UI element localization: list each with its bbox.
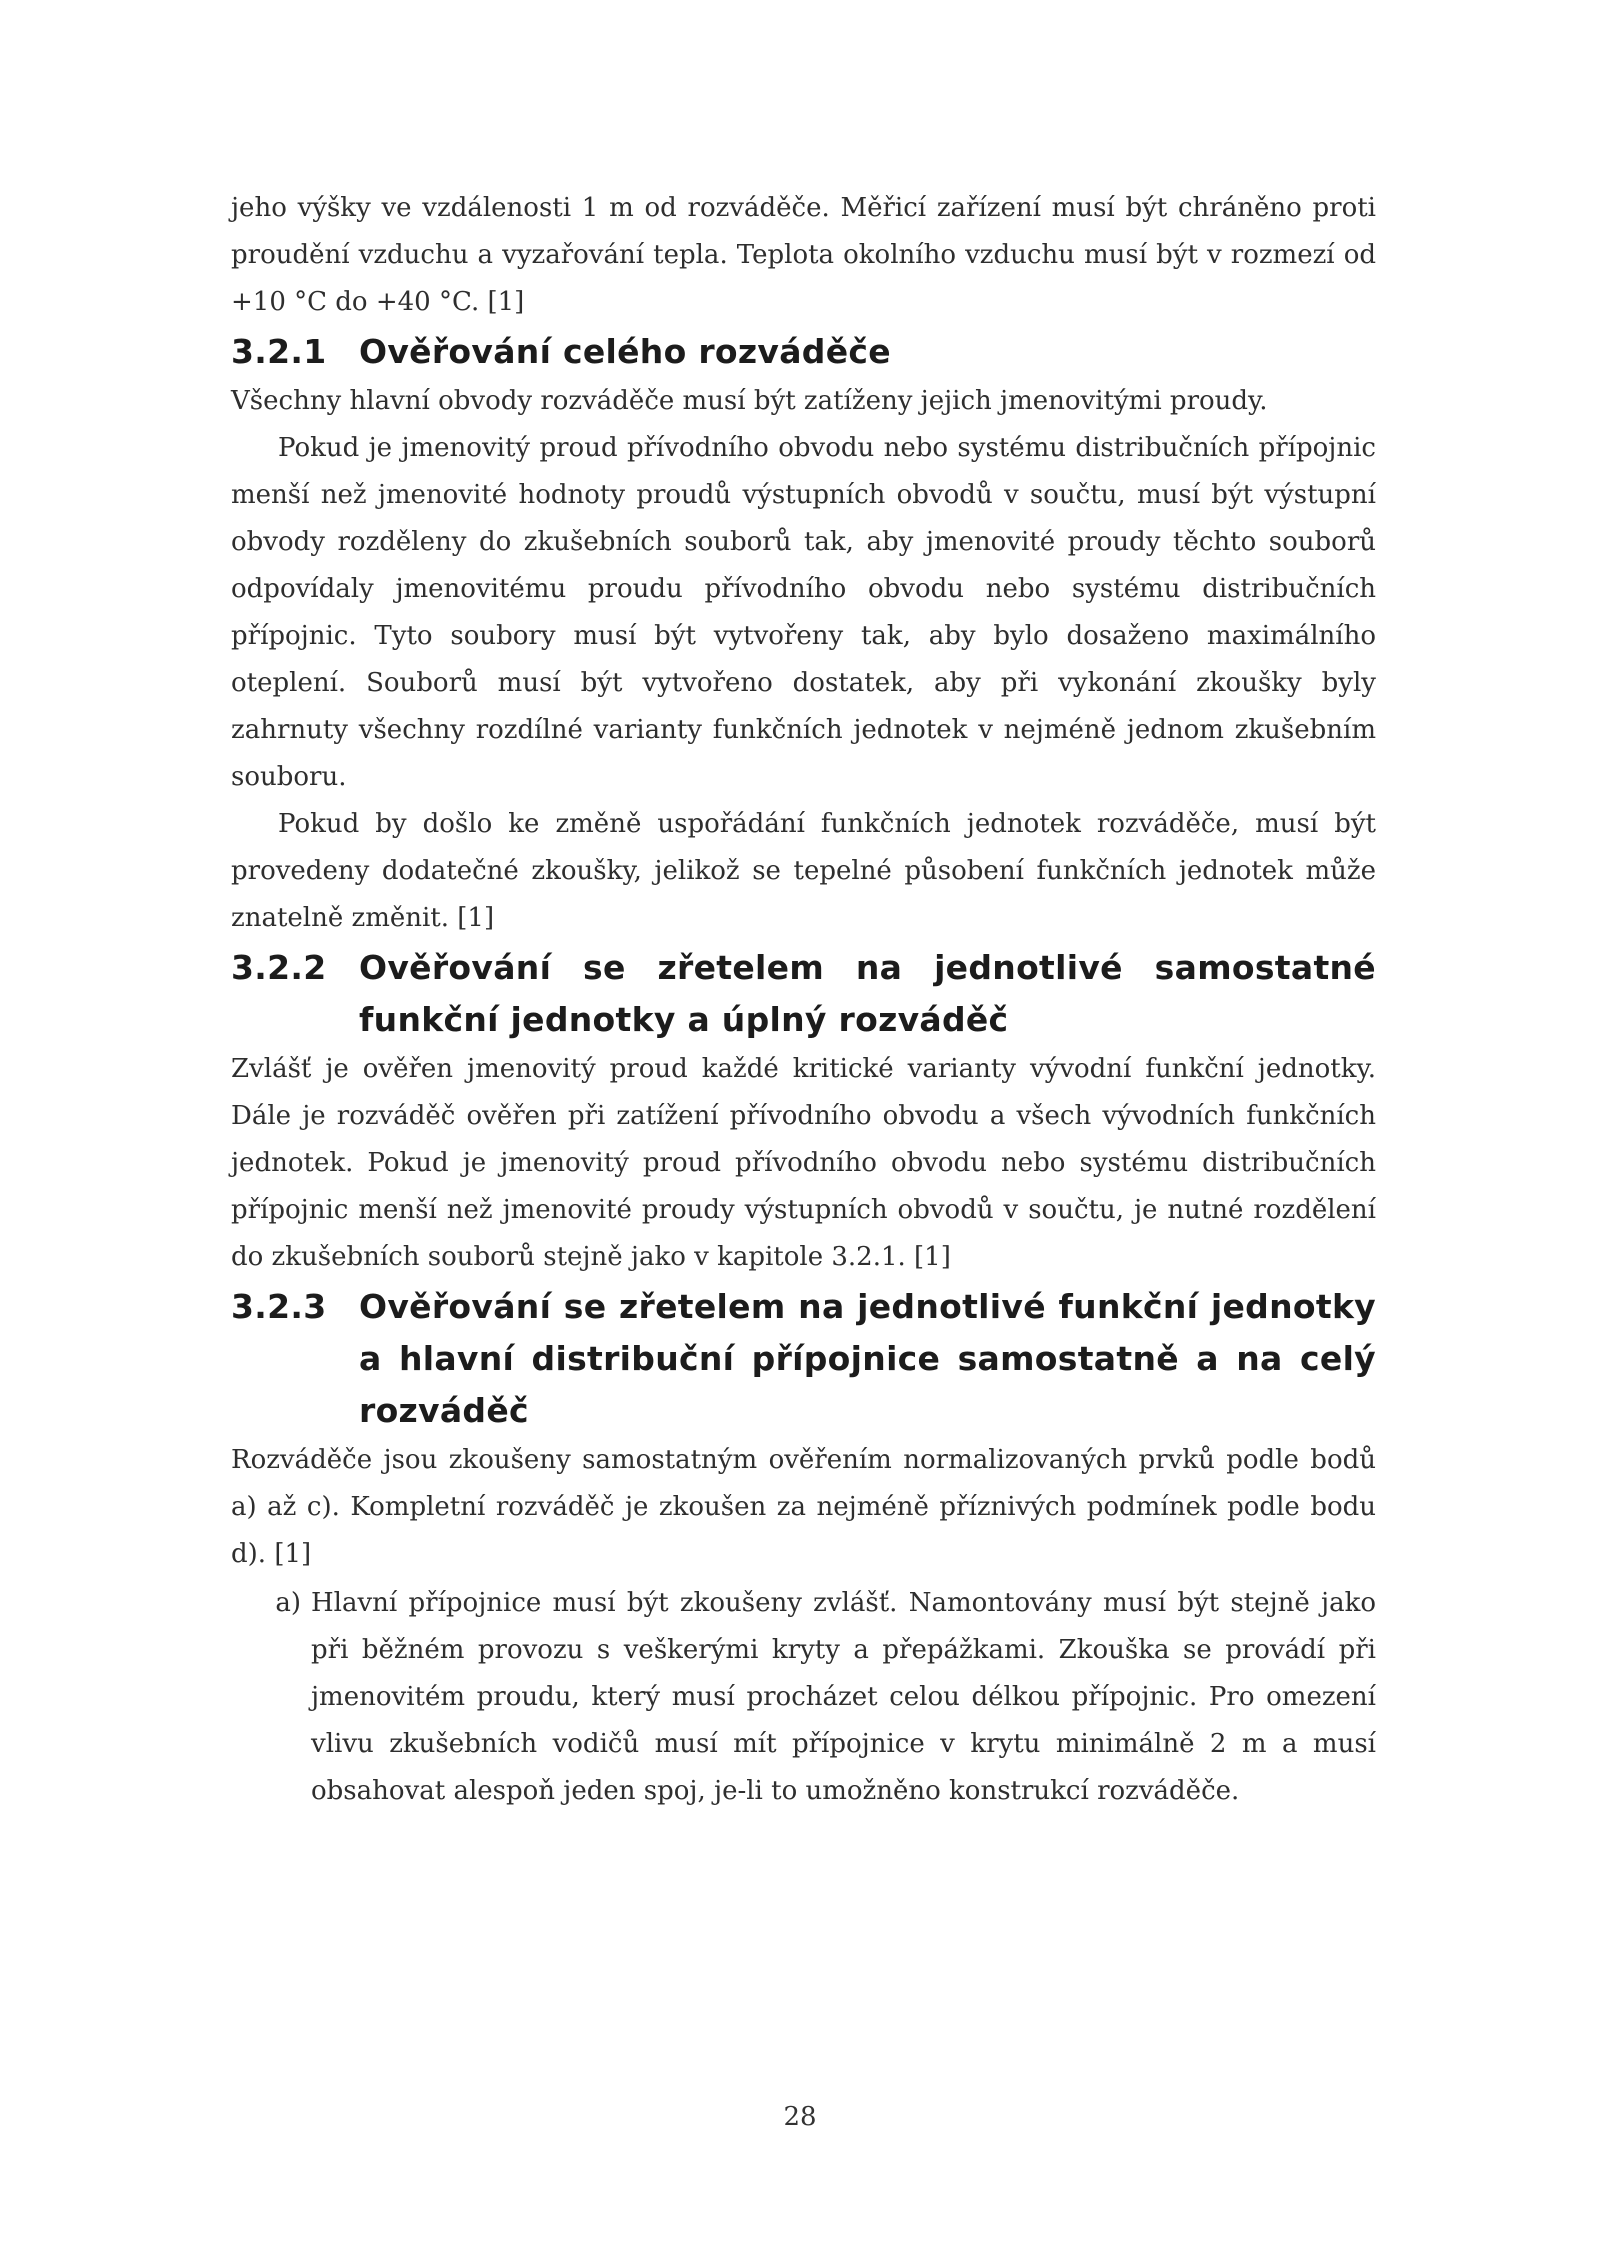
enumerated-list <box>231 1580 1376 1815</box>
section-body-3-2-1 <box>231 378 1376 942</box>
list-item-text: Hlavní přípojnice musí být zkoušeny zvlášť. Namontovány musí být stejně jako při běžném provozu s veškerými kryty a přepážkami. Zkouška se provádí při jmenovitém proudu, který musí procházet celou délkou přípojnic. Pro omezení vlivu zkušebních vodičů musí mít přípojnice v krytu minimálně 2 m a musí obsahovat alespoň jeden spoj, je-li to umožněno konstrukcí rozváděče. <box>311 1588 1376 1806</box>
paragraph: Zvlášť je ověřen jmenovitý proud každé kritické varianty vývodní funkční jednotky. Dále je rozváděč ověřen při zatížení přívodního obvodu a všech vývodních funkčních jednotek. Pokud je jmenovitý proud přívodního obvodu nebo systému distribučních přípojnic menší než jmenovité proudy výstupních obvodů v součtu, je nutné rozdělení do zkušebních souborů stejně jako v kapitole 3.2.1. [1] <box>231 1054 1376 1272</box>
paragraph: Pokud by došlo ke změně uspořádání funkčních jednotek rozváděče, musí být provedeny dodatečné zkoušky, jelikož se tepelné působení funkčních jednotek může znatelně změnit. [1] <box>231 809 1376 933</box>
section-heading-3-2-2 <box>231 942 1376 1046</box>
section-body-3-2-3 <box>231 1437 1376 1815</box>
section-title: Ověřování se zřetelem na jednotlivé samostatné funkční jednotky a úplný rozváděč <box>359 948 1376 1039</box>
page-number: 28 <box>783 2102 817 2132</box>
section-title: Ověřování se zřetelem na jednotlivé funkční jednotky a hlavní distribuční přípojnice samostatně a na celý rozváděč <box>359 1287 1376 1430</box>
list-item <box>231 1580 1376 1815</box>
section-number: 3.2.1 <box>231 332 327 371</box>
paragraph: Rozváděče jsou zkoušeny samostatným ověřením normalizovaných prvků podle bodů a) až c). Kompletní rozváděč je zkoušen za nejméně příznivých podmínek podle bodu d). [1] <box>231 1445 1376 1569</box>
page-content <box>231 185 1376 1815</box>
section-body-3-2-2 <box>231 1046 1376 1281</box>
section-heading-3-2-3 <box>231 1281 1376 1437</box>
list-marker: a) <box>275 1588 301 1618</box>
section-heading-3-2-1 <box>231 326 1376 378</box>
section-title: Ověřování celého rozváděče <box>359 332 891 371</box>
section-number: 3.2.2 <box>231 948 327 987</box>
paragraph: Pokud je jmenovitý proud přívodního obvodu nebo systému distribučních přípojnic menší než jmenovité hodnoty proudů výstupních obvodů v součtu, musí být výstupní obvody rozděleny do zkušebních souborů tak, aby jmenovité proudy těchto souborů odpovídaly jmenovitému proudu přívodního obvodu nebo systému distribučních přípojnic. Tyto soubory musí být vytvořeny tak, aby bylo dosaženo maximálního oteplení. Souborů musí být vytvořeno dostatek, aby při vykonání zkoušky byly zahrnuty všechny rozdílné varianty funkčních jednotek v nejméně jednom zkušebním souboru. <box>231 433 1376 792</box>
intro-paragraph: jeho výšky ve vzdálenosti 1 m od rozváděče. Měřicí zařízení musí být chráněno proti proudění vzduchu a vyzařování tepla. Teplota okolního vzduchu musí být v rozmezí od +10 °C do +40 °C. [1] <box>231 193 1376 317</box>
section-number: 3.2.3 <box>231 1287 327 1326</box>
paragraph: Všechny hlavní obvody rozváděče musí být zatíženy jejich jmenovitými proudy. <box>231 386 1268 416</box>
